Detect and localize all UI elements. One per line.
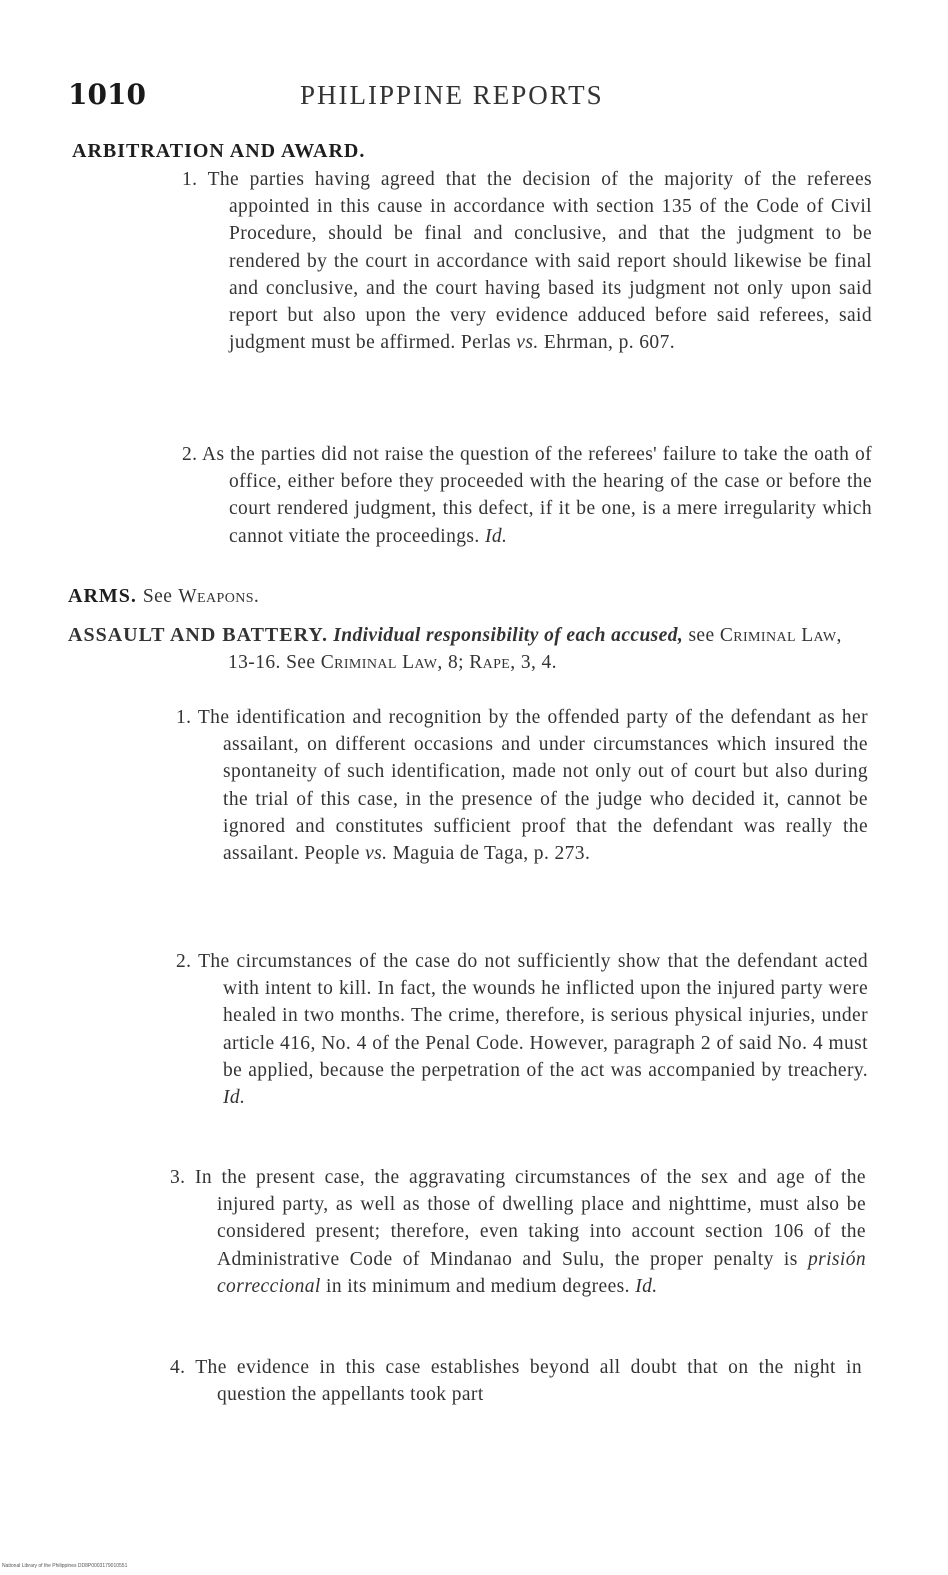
paragraph-text: The parties having agreed that the decision of the majority of the referees appointed in this cause in accordance with section 135 of the Code of Civil Procedure, should be final and conclusive, and that the judgment to be rendered by the court in accordance with said report should likewise be final and conclusive, and the court having based its judgment not only upon said report but also upon the very evidence adduced before said referees, said judgment must be affirmed. Perlas	[207, 169, 872, 354]
cross-reference-numbers: 8;	[447, 652, 464, 674]
page-header	[68, 78, 688, 118]
arbitration-paragraph-2	[182, 441, 872, 550]
cross-reference-numbers: 3, 4.	[520, 652, 557, 674]
cross-reference: Criminal Law,	[320, 652, 443, 674]
item-number: 1.	[182, 169, 198, 190]
paragraph-text: As the parties did not raise the question of the referees' failure to take the oath of office, either before they proceeded with the hearing of the case or before the court rendered judgment, this defect, if it be one, is a mere irregularity which cannot vitiate the proceedings.	[202, 444, 873, 547]
item-number: 4.	[170, 1357, 186, 1378]
case-citation: Maguia de Taga, p. 273.	[392, 843, 591, 865]
paragraph-text: The evidence in this case establishes beyond all doubt that on the night in question the appellants took part	[195, 1357, 862, 1406]
paragraph-text: The identification and recognition by the offended party of the defendant as her assailant, on different occasions and under circumstances which insured the spontaneity of such identification, made not only out of court but also during the trial of this case, in the presence of the judge who decided it, cannot be ignored and constitutes sufficient proof that the defendant was really the assailant. People	[197, 707, 868, 865]
cross-reference-numbers: 13-16.	[228, 652, 281, 674]
arbitration-paragraph-1	[182, 166, 872, 356]
see-label: See	[286, 652, 316, 674]
subheading: Individual responsibility of each accused,	[333, 625, 684, 646]
item-number: 2.	[182, 444, 198, 465]
page-number: 1010	[68, 78, 146, 111]
cross-reference: Weapons.	[178, 586, 260, 607]
assault-paragraph-4	[170, 1354, 862, 1408]
item-number: 3.	[170, 1167, 186, 1188]
versus: vs.	[365, 843, 388, 865]
entry-heading-assault	[68, 622, 868, 676]
library-footer: National Library of the Philippines DD8P0003179010551	[2, 1563, 128, 1569]
entry-heading-arms	[68, 583, 259, 610]
entry-heading-arbitration: ARBITRATION AND AWARD.	[72, 140, 366, 162]
assault-paragraph-1	[176, 704, 868, 867]
running-title: PHILIPPINE REPORTS	[300, 80, 604, 110]
arms-heading-label: ARMS.	[68, 585, 137, 607]
italic-term: prisión correccional	[217, 1248, 867, 1297]
assault-paragraph-3	[170, 1164, 866, 1300]
paragraph-text-continued: in its minimum and medium degrees.	[326, 1275, 630, 1297]
id-citation: Id.	[484, 525, 508, 547]
paragraph-text: In the present case, the aggravating circumstances of the sex and age of the injured party, as well as those of dwelling place and nighttime, must also be considered present; therefore, even taking into account section 106 of the Administrative Code of Mindanao and Sulu, the proper penalty is	[194, 1167, 866, 1270]
id-citation: Id.	[223, 1087, 246, 1109]
see-label: see	[688, 625, 715, 646]
cross-reference: Criminal Law,	[719, 625, 842, 646]
item-number: 2.	[176, 951, 192, 972]
case-citation: Ehrman, p. 607.	[543, 332, 675, 354]
assault-paragraph-2	[176, 948, 868, 1111]
paragraph-text: The circumstances of the case do not sufficiently show that the defendant acted with intent to kill. In fact, the wounds he inflicted upon the injured party were healed in two months. The crime, therefore, is serious physical injuries, under article 416, No. 4 of the Penal Code. However, paragraph 2 of said No. 4 must be applied, because the perpetration of the act was accompanied by treachery.	[198, 951, 868, 1081]
cross-reference: Rape,	[469, 652, 516, 674]
versus: vs.	[516, 332, 539, 354]
id-citation: Id.	[635, 1275, 658, 1297]
assault-heading-label: ASSAULT AND BATTERY.	[68, 624, 328, 646]
see-label: See	[142, 586, 173, 607]
item-number: 1.	[176, 707, 192, 728]
